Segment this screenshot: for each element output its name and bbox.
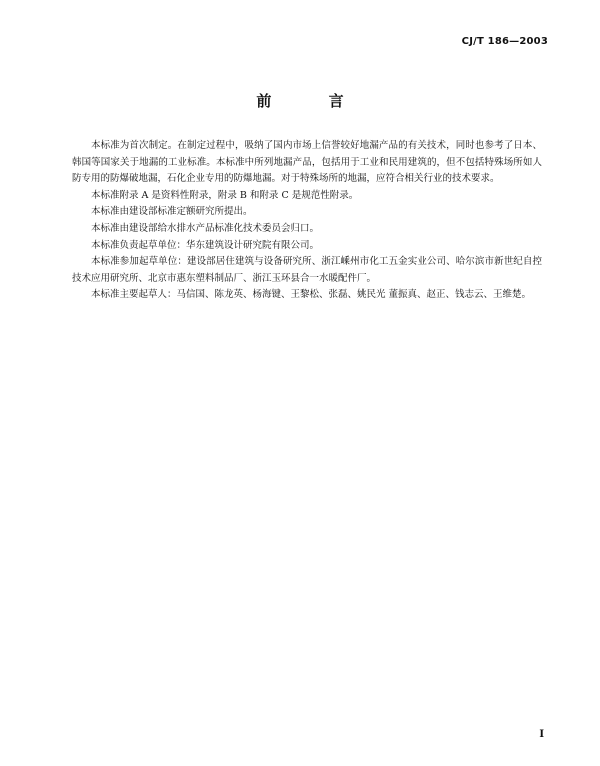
paragraph-lead-drafter: 本标准负责起草单位：华东建筑设计研究院有限公司。 [91, 239, 320, 251]
page-number: I [539, 729, 544, 740]
paragraph-committee: 本标准由建设部给水排水产品标准化技术委员会归口。 [91, 222, 320, 234]
standard-code: CJ/T 186—2003 [461, 36, 548, 47]
page-title: 前 言 [256, 92, 370, 110]
paragraph-appendix: 本标准附录 A 是资料性附录，附录 B 和附录 C 是规范性附录。 [91, 189, 359, 201]
paragraph-participating-units: 本标准参加起草单位：建设部居住建筑与设备研究所、浙江嵊州市化工五金实业公司、哈尔滨市新世纪自控技术应用研究所、北京市惠东塑料制品厂、浙江玉环县合一水暖配件厂。 [72, 256, 542, 284]
paragraph-intro: 本标准为首次制定。在制定过程中，吸纳了国内市场上信誉较好地漏产品的有关技术，同时也参考了日本、韩国等国家关于地漏的工业标准。本标准中所列地漏产品，包括用于工业和民用建筑的，但不包括特殊场所如人防专用的防爆破地漏，石化企业专用的防爆地漏。对于特殊场所的地漏，应符合相关行业的技术要求。 [72, 140, 542, 185]
paragraph-proposer: 本标准由建设部标准定额研究所提出。 [91, 206, 253, 218]
paragraph-main-drafters: 本标准主要起草人：马信国、陈龙英、杨海键、王黎松、张磊、姚民光 董振真、赵正、钱志云、王维楚。 [91, 289, 532, 301]
foreword-body [72, 138, 542, 304]
